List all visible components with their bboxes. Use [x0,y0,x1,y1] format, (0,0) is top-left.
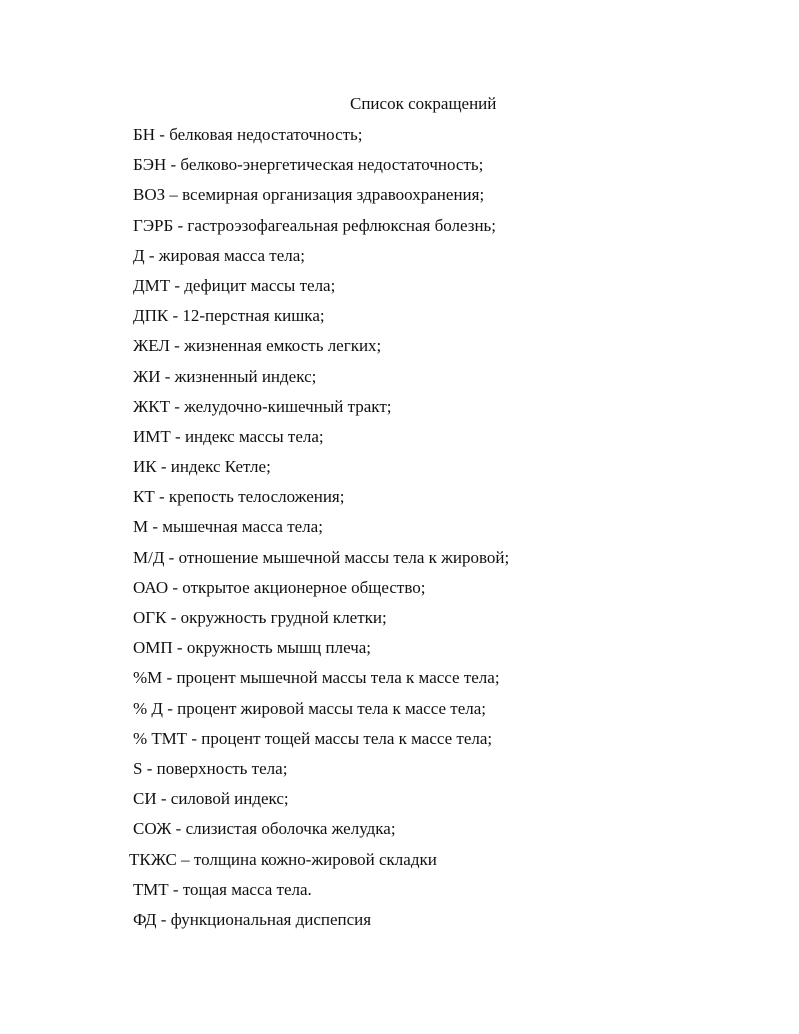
list-item: СОЖ - слизистая оболочка желудка; [133,819,396,839]
abbreviation-list [129,124,510,939]
list-item: % Д - процент жировой массы тела к массе тела; [133,698,487,718]
list-item: ФД - функциональная диспепсия [133,909,372,929]
list-item: ВОЗ – всемирная организация здравоохранения; [133,185,485,205]
list-item: %М - процент мышечной массы тела к массе тела; [133,668,500,688]
list-item: ОМП - окружность мышц плеча; [133,638,372,658]
list-item: ТМТ - тощая масса тела. [133,879,312,899]
list-item: ОГК - окружность грудной клетки; [133,608,387,627]
list-item: Д - жировая масса тела; [133,245,306,265]
list-item: ДМТ - дефицит массы тела; [133,275,336,295]
list-item: ИК - индекс Кетле; [133,457,271,477]
list-item: М/Д - отношение мышечной массы тела к жировой; [133,547,510,567]
list-item: % ТМТ - процент тощей массы тела к массе тела; [133,728,493,748]
list-item: ДПК - 12-перстная кишка; [133,306,325,326]
list-item: S - поверхность тела; [133,758,288,778]
list-item: БЭН - белково-энергетическая недостаточность; [133,155,484,175]
list-item: ТКЖС – толщина кожно-жировой складки [129,849,437,869]
list-item: ОАО - открытое акционерное общество; [133,577,426,597]
list-item: М - мышечная масса тела; [133,517,323,537]
list-item: ЖЕЛ - жизненная емкость легких; [133,336,382,356]
list-item: СИ - силовой индекс; [133,789,289,809]
list-item: ГЭРБ - гастроэзофагеальная рефлюксная болезнь; [133,215,497,235]
list-item: КТ - крепость телосложения; [133,487,345,507]
list-item: ЖИ - жизненный индекс; [133,366,317,386]
list-item: ЖКТ - желудочно-кишечный тракт; [133,396,392,416]
page-title: Список сокращений [350,94,497,113]
list-item: ИМТ - индекс массы тела; [133,426,324,446]
list-item: БН - белковая недостаточность; [133,125,363,144]
